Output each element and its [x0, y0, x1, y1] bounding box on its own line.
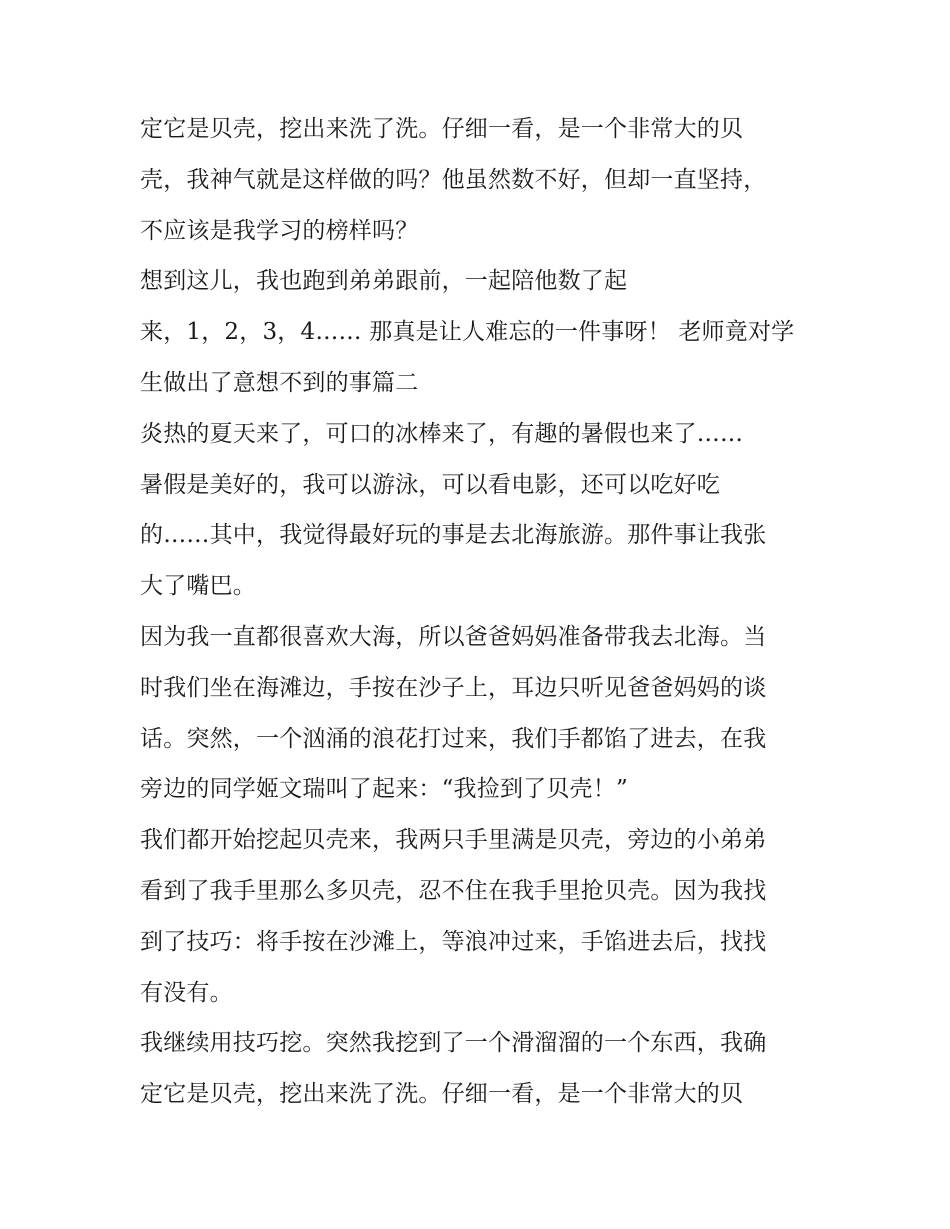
text-line: 因为我一直都很喜欢大海，所以爸爸妈妈准备带我去北海。当	[140, 623, 767, 650]
text-line: 大了嘴巴。	[140, 573, 256, 600]
text-line: 不应该是我学习的榜样吗？	[140, 217, 419, 244]
document-body	[140, 104, 840, 1120]
text-line: 生做出了意想不到的事篇二	[140, 369, 419, 396]
text-line: 炎热的夏天来了，可口的冰棒来了，有趣的暑假也来了……	[140, 420, 744, 447]
text-line: 我们都开始挖起贝壳来，我两只手里满是贝壳，旁边的小弟弟	[140, 827, 767, 854]
text-line: 的……其中，我觉得最好玩的事是去北海旅游。那件事让我张	[140, 522, 767, 549]
text-line: 定它是贝壳，挖出来洗了洗。仔细一看，是一个非常大的贝	[140, 116, 744, 142]
text-line: 定它是贝壳，挖出来洗了洗。仔细一看，是一个非常大的贝	[140, 1081, 744, 1108]
text-line: 时我们坐在海滩边，手按在沙子上，耳边只听见爸爸妈妈的谈	[140, 674, 767, 701]
text-line: 我继续用技巧挖。突然我挖到了一个滑溜溜的一个东西，我确	[140, 1030, 767, 1057]
text-line: 有没有。	[140, 979, 233, 1006]
text-line: 到了技巧：将手按在沙滩上，等浪冲过来，手馅进去后，找找	[140, 928, 767, 955]
text-line: 来，1，2，3，4…… 那真是让人难忘的一件事呀！ 老师竟对学	[140, 319, 795, 346]
text-line: 看到了我手里那么多贝壳，忍不住在我手里抢贝壳。因为我找	[140, 877, 767, 904]
text-line: 想到这儿，我也跑到弟弟跟前，一起陪他数了起	[140, 268, 628, 295]
text-line: 暑假是美好的，我可以游泳，可以看电影，还可以吃好吃	[140, 471, 720, 498]
text-line: 旁边的同学姬文瑞叫了起来：“我捡到了贝壳！”	[140, 776, 628, 803]
text-line: 壳，我神气就是这样做的吗？他虽然数不好，但却一直坚持，	[140, 166, 767, 193]
text-line: 话。突然，一个汹涌的浪花打过来，我们手都馅了进去，在我	[140, 725, 767, 752]
